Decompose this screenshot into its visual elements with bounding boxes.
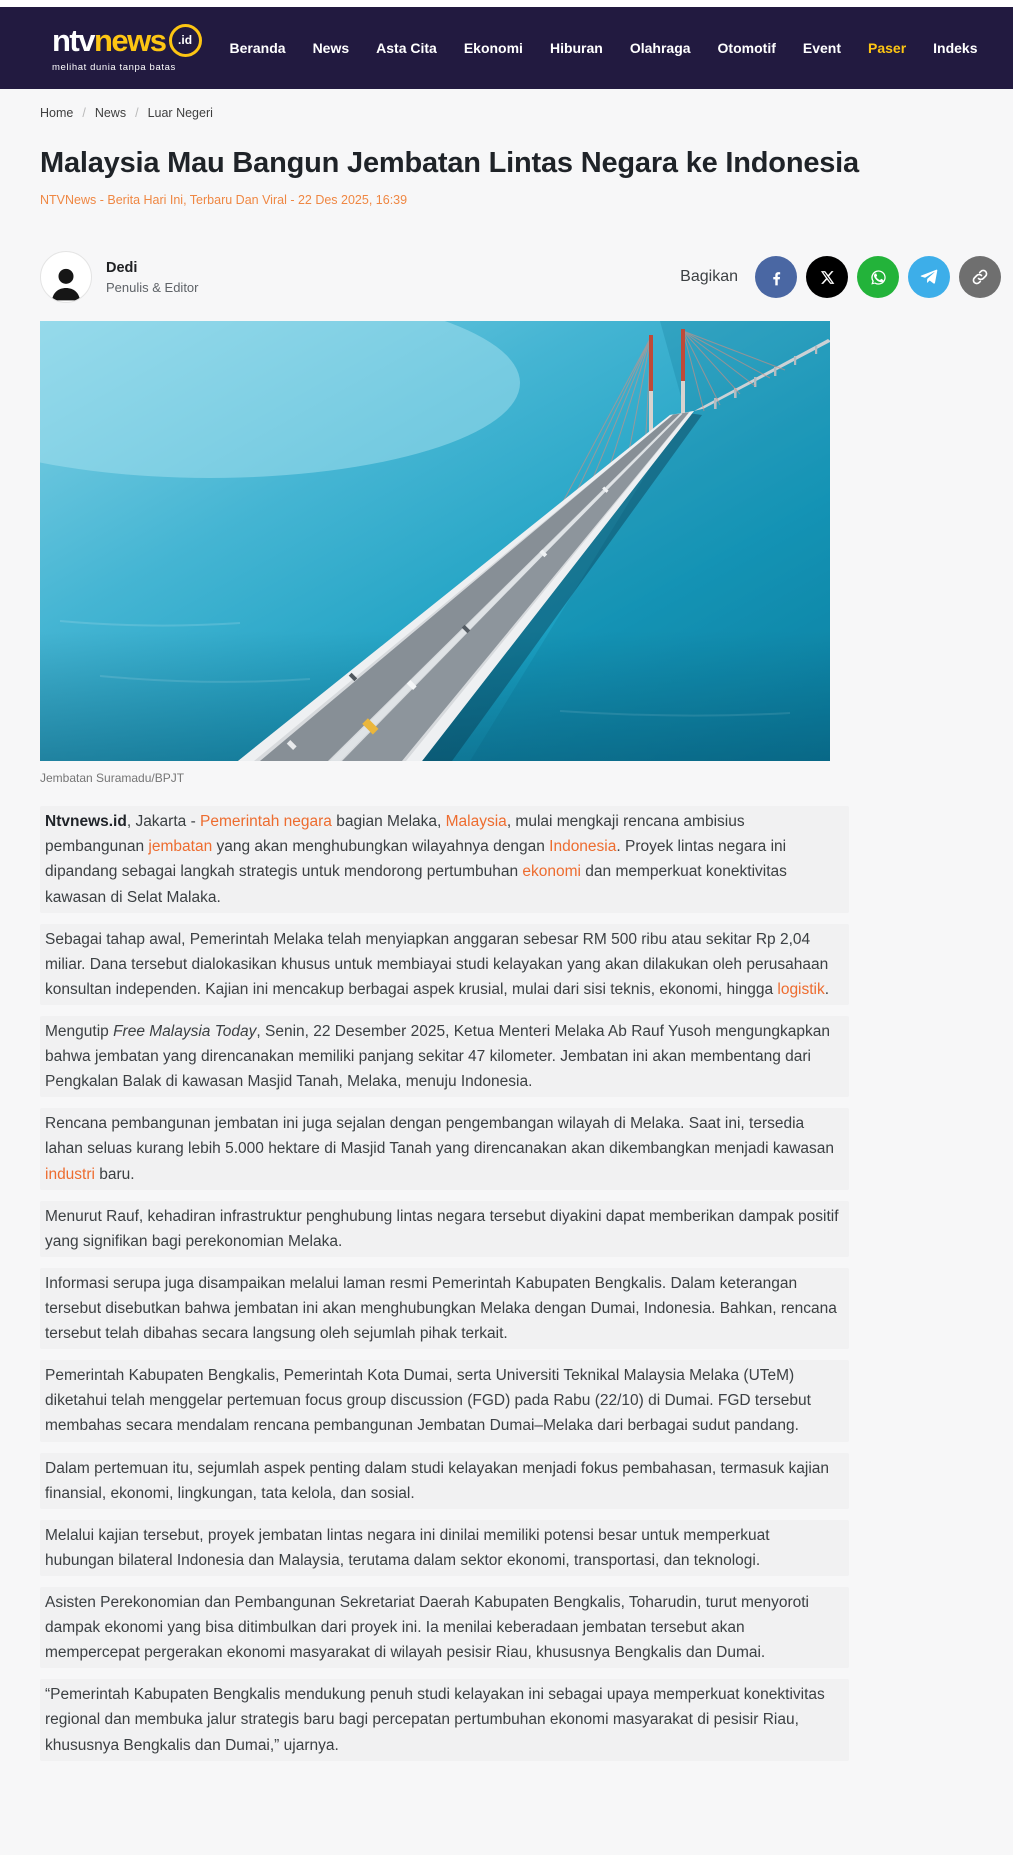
nav-item-asta-cita[interactable]: Asta Cita bbox=[376, 40, 437, 56]
nav-item-otomotif[interactable]: Otomotif bbox=[717, 40, 776, 56]
share-copy-link-button[interactable] bbox=[959, 256, 1001, 298]
link-icon bbox=[970, 267, 990, 287]
paragraph-text: , Jakarta - bbox=[126, 813, 201, 831]
paragraph-text: Rencana pembangunan jembatan ini juga sejalan dengan pengembangan wilayah di Melaka. Saat ini, tersedia lahan seluas kurang lebih 5.000 hektare di Masjid Tanah yang direncanakan akan dikembangkan menjadi kawasan bbox=[45, 1115, 835, 1158]
nav-item-news[interactable]: News bbox=[312, 40, 350, 56]
breadcrumb-item-luar-negeri[interactable]: Luar Negeri bbox=[147, 106, 213, 120]
nav-item-event[interactable]: Event bbox=[802, 40, 841, 56]
breadcrumb-separator: / bbox=[135, 106, 139, 120]
logo-id-badge: .id bbox=[169, 24, 202, 57]
author-meta bbox=[106, 260, 199, 295]
author-block[interactable] bbox=[40, 251, 199, 303]
inline-link-indonesia[interactable]: Indonesia bbox=[549, 838, 617, 856]
paragraph-text: yang akan menghubungkan wilayahnya dengan bbox=[212, 838, 550, 856]
paragraph-text: dan memperkuat konektivitas kawasan di Selat Malaka. bbox=[45, 863, 787, 906]
paragraph-text: , mulai mengkaji rencana ambisius pembangunan bbox=[45, 813, 745, 856]
paragraph-text: “Pemerintah Kabupaten Bengkalis mendukung penuh studi kelayakan ini sebagai upaya memperkuat konektivitas regional dan membuka jalur strategis baru bagi percepatan pertumbuhan ekonomi masyarakat di pesisir Riau, khususnya Bengkalis dan Dumai,” ujarnya. bbox=[45, 1686, 825, 1754]
image-caption: Jembatan Suramadu/BPJT bbox=[40, 771, 185, 786]
whatsapp-icon bbox=[868, 267, 889, 288]
breadcrumb-separator: / bbox=[82, 106, 86, 120]
paragraph-text: Mengutip bbox=[45, 1023, 114, 1041]
article-container bbox=[0, 145, 1013, 1782]
avatar bbox=[40, 251, 92, 303]
site-logo[interactable] bbox=[52, 24, 202, 73]
nav-item-hiburan[interactable]: Hiburan bbox=[549, 40, 603, 56]
x-icon bbox=[819, 269, 836, 286]
nav-item-paser[interactable]: Paser bbox=[868, 40, 907, 56]
nav-item-olahraga[interactable]: Olahraga bbox=[629, 40, 691, 56]
breadcrumb-item-news[interactable]: News bbox=[94, 106, 127, 120]
share-bar bbox=[680, 256, 1001, 298]
inline-link-malaysia[interactable]: Malaysia bbox=[445, 813, 507, 831]
share-whatsapp-button[interactable] bbox=[857, 256, 899, 298]
paragraph-text: Melalui kajian tersebut, proyek jembatan lintas negara ini dinilai memiliki potensi besar untuk memperkuat hubungan bilateral Indonesia dan Malaysia, terutama dalam sektor ekonomi, transportasi, dan teknologi. bbox=[45, 1526, 770, 1569]
paragraph-text: Dalam pertemuan itu, sejumlah aspek penting dalam studi kelayakan menjadi fokus pembahasan, termasuk kajian finansial, ekonomi, lingkungan, tata kelola, dan sosial. bbox=[45, 1459, 830, 1502]
article-paragraph-6 bbox=[40, 1268, 849, 1349]
top-margin-strip bbox=[0, 0, 1013, 7]
paragraph-text: , Senin, 22 Desember 2025, Ketua Menteri Melaka Ab Rauf Yusoh mengungkapkan bahwa jembatan yang direncanakan memiliki panjang sekitar 47 kilometer. Jembatan ini akan membentang dari Pengkalan Balak di kawasan Masjid Tanah, Melaka, menuju Indonesia. bbox=[45, 1023, 830, 1091]
nav-item-beranda[interactable]: Beranda bbox=[229, 40, 286, 56]
article-paragraph-9 bbox=[40, 1520, 849, 1576]
article-paragraph-3 bbox=[40, 1016, 849, 1097]
paragraph-text: . bbox=[824, 980, 830, 998]
inline-link-ekonomi[interactable]: ekonomi bbox=[522, 863, 581, 881]
article-body bbox=[40, 806, 973, 1781]
byline-row bbox=[40, 251, 973, 303]
article-paragraph-8 bbox=[40, 1453, 849, 1509]
paragraph-text: bagian Melaka, bbox=[331, 813, 446, 831]
person-icon bbox=[46, 262, 86, 302]
article-hero-image bbox=[40, 321, 830, 761]
share-facebook-button[interactable] bbox=[755, 256, 797, 298]
page-title: Malaysia Mau Bangun Jembatan Lintas Negara ke Indonesia bbox=[40, 147, 859, 179]
site-logo-text bbox=[52, 24, 202, 57]
article-paragraph-11 bbox=[40, 1679, 849, 1760]
logo-news: news bbox=[94, 22, 166, 58]
paragraph-text: baru. bbox=[94, 1165, 135, 1183]
inline-link-logistik[interactable]: logistik bbox=[777, 980, 825, 998]
article-paragraph-7 bbox=[40, 1360, 849, 1441]
paragraph-italic-text: Free Malaysia Today bbox=[113, 1023, 257, 1041]
site-header bbox=[0, 7, 1013, 89]
article-paragraph-5 bbox=[40, 1201, 849, 1257]
article-subtitle[interactable]: NTVNews - Berita Hari Ini, Terbaru Dan Viral - 22 Des 2025, 16:39 bbox=[40, 193, 408, 208]
paragraph-text: Pemerintah Kabupaten Bengkalis, Pemerintah Kota Dumai, serta Universiti Teknikal Malaysia Melaka (UTeM) diketahui telah menggelar pertemuan focus group discussion (FGD) pada Rabu (22/10) di Dumai. FGD tersebut membahas secara mendalam rencana pembangunan Jembatan Dumai–Melaka dari berbagai sudut pandang. bbox=[45, 1367, 811, 1435]
paragraph-text: . Proyek lintas negara ini dipandang sebagai langkah strategis untuk mendorong pertumbuhan bbox=[45, 838, 787, 881]
nav-item-ekonomi[interactable]: Ekonomi bbox=[463, 40, 523, 56]
author-role: Penulis & Editor bbox=[106, 279, 199, 295]
share-telegram-button[interactable] bbox=[908, 256, 950, 298]
breadcrumb bbox=[0, 89, 1013, 120]
inline-link-jembatan[interactable]: jembatan bbox=[148, 838, 213, 856]
paragraph-text: Sebagai tahap awal, Pemerintah Melaka telah menyiapkan anggaran sebesar RM 500 ribu atau sekitar Rp 2,04 miliar. Dana tersebut dialokasikan khusus untuk membiayai studi kelayakan yang akan dilakukan oleh perusahaan konsultan independen. Kajian ini mencakup berbagai aspek krusial, mulai dari sisi teknis, ekonomi, hingga bbox=[45, 930, 829, 998]
nav-item-indeks[interactable]: Indeks bbox=[933, 40, 978, 56]
article-paragraph-4 bbox=[40, 1108, 849, 1189]
logo-ntv: ntv bbox=[52, 22, 94, 58]
article-paragraph-1 bbox=[40, 806, 849, 912]
inline-link-industri[interactable]: industri bbox=[45, 1165, 95, 1183]
paragraph-text: Menurut Rauf, kehadiran infrastruktur penghubung lintas negara tersebut diyakini dapat memberikan dampak positif yang signifikan bagi perekonomian Melaka. bbox=[45, 1207, 839, 1250]
article-paragraph-2 bbox=[40, 924, 849, 1005]
main-nav bbox=[230, 40, 978, 56]
paragraph-text: Informasi serupa juga disampaikan melalui laman resmi Pemerintah Kabupaten Bengkalis. Dalam keterangan tersebut disebutkan bahwa jembatan ini akan menghubungkan Melaka dengan Dumai, Indonesia. Bahkan, rencana tersebut telah dibahas secara langsung oleh sejumlah pihak terkait. bbox=[45, 1274, 837, 1343]
facebook-icon bbox=[766, 267, 787, 288]
telegram-icon bbox=[919, 267, 939, 287]
breadcrumb-item-home[interactable]: Home bbox=[40, 106, 74, 120]
share-x-button[interactable] bbox=[806, 256, 848, 298]
paragraph-text: Asisten Perekonomian dan Pembangunan Sekretariat Daerah Kabupaten Bengkalis, Toharudin, turut menyoroti dampak ekonomi yang bisa ditimbulkan dari proyek ini. Ia menilai keberadaan jembatan tersebut akan mempercepat pergerakan ekonomi masyarakat di wilayah pesisir Riau, khususnya Bengkalis dan Dumai. bbox=[45, 1593, 809, 1662]
inline-link-pemerintah-negara[interactable]: Pemerintah negara bbox=[200, 813, 332, 831]
logo-tagline: melihat dunia tanpa batas bbox=[52, 61, 176, 73]
share-label: Bagikan bbox=[680, 268, 738, 286]
article-paragraph-10 bbox=[40, 1587, 849, 1668]
author-name: Dedi bbox=[106, 259, 138, 276]
paragraph-bold-text: Ntvnews.id bbox=[45, 813, 127, 831]
